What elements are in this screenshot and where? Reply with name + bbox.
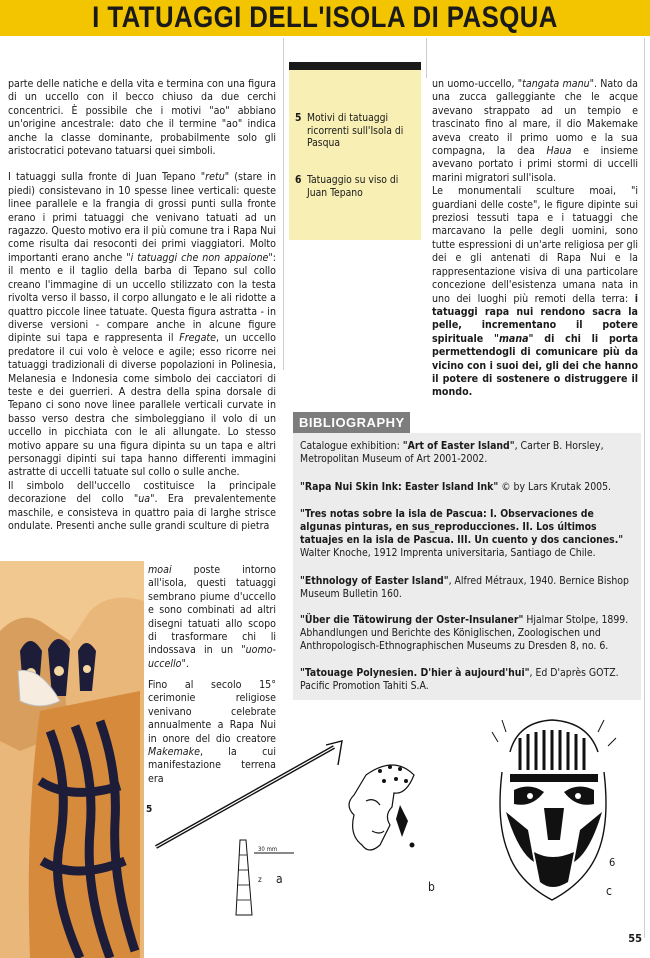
caption-box xyxy=(289,62,421,240)
article-column-1 xyxy=(8,78,276,533)
page-number: 55 xyxy=(628,932,642,945)
scale-label: 30 mm xyxy=(258,846,278,853)
paragraph: parte delle natiche e della vita e termina con una figura di un uccello con il becco chiuso da due cerchi concentrici. È possibile che i motivi "ao" abbiano un'origine ancestrale: dato che il termine "ao" indica anche la classe dominante, probabilmente solo gli aristocratici potevano tatuarsi quei simboli. xyxy=(8,78,276,158)
page-title: I TATUAGGI DELL'ISOLA DI PASQUA xyxy=(92,1,558,34)
article-column-1-continued xyxy=(148,564,276,671)
bibliography-entry: "Tres notas sobre la isla de Pascua: I. Observaciones de algunas pinturas, en sus_reproducciones. II. Los últimos tatuajes en la isla de Pascua. III. Un cuento y dos canciones." Walter Knoche, 1912 Imprenta universitaria, Santiago de Chile. xyxy=(300,508,624,559)
paragraph: I tatuaggi sulla fronte di Juan Tepano "retu" (stare in piedi) consistevano in 10 spesse linee verticali: queste linee parallele e la frangia di grossi punti sulla fronte erano i primi tatuaggi che venivano tatuati ad un ragazzo. Questo motivo era il più comune tra i Rapa Nui come risulta dai resoconti dei primi viaggiatori. Molto importanti erano anche "i tatuaggi che non appaione": il mento e il taglio della barba di Tepano sul collo creano l'immagine di un uccello stilizzato con la testa rivolta verso il basso, il corpo allungato e le ali ridotte a quattro piccole linee tatuate. Questa figura astratta - in diverse versioni - compare anche in alcune figure dipinte sui tapa e rappresenta il Fregate, un uccello predatore il cui volo è veloce e agile; esso ricorre nei tatuaggi tradizionali di diverse popolazioni in Polinesia, Melanesia e Indonesia come simbolo dei cacciatori di teste e dei guerrieri. A destra della spina dorsale di Tepano ci sono nove linee parallele verticali curvate in basso verso destra che simboleggiano il volo di un uccello in picchiata con le ali allungate. Lo stesso motivo appare su una figura dipinta su un tapa e altri personaggi dipinti sui tapa hanno differenti immagini astratte di uccelli tatuate sul collo o sulle anche. xyxy=(8,171,276,479)
bibliography-entry: "Ethnology of Easter Island", Alfred Métraux, 1940. Bernice Bishop Museum Bulletin 160. xyxy=(300,575,629,600)
figure-number: 5 xyxy=(146,804,153,815)
paragraph: moai poste intorno all'isola, questi tatuaggi sembrano piume d'uccello e sono combinati ad altri disegni tatuati allo scopo di trasformare chi li indossava in un "uomo-uccello". xyxy=(148,564,276,670)
article-column-3 xyxy=(432,78,638,400)
paragraph: un uomo-uccello, "tangata manu". Nato da una zucca galleggiante che le acque avevano strappato ad un tempio e trascinato fino al mare, il dio Makemake aveva creato il primo uomo e la sua compagna, la dea Haua e insieme avevano portato i primi stormi di uccelli marini migratori sull'isola. xyxy=(432,78,638,184)
figure-sublabel: z xyxy=(258,875,262,884)
figure-label-c: c xyxy=(606,884,612,898)
page-edge-line xyxy=(644,38,645,938)
paragraph: Il simbolo dell'uccello costituisce la principale decorazione del collo "ua". Era prevalentemente maschile, e consisteva in quattro paia di larghe strisce ondulate. Presenti anche sulle grandi sculture di pietra xyxy=(8,479,276,532)
column-divider xyxy=(426,38,427,78)
bibliography-entry: Catalogue exhibition: "Art of Easter Island", Carter B. Horsley, Metropolitan Museum of Art 2001-2002. xyxy=(300,440,604,465)
figure-label-b: b xyxy=(428,880,435,894)
bibliography-box xyxy=(293,433,641,700)
figure-number: 6 xyxy=(609,856,616,869)
paragraph: Le monumentali sculture moai, "i guardiani delle coste", le figure dipinte sui preziosi tessuti tapa e i tatuaggi che marcavano la pelle degli uomini, sono tutte espressioni di un'arte religiosa per gli dei e gli antenati di Rapa Nui e la rappresentazione visiva di una particolare concezione dell'esistenza umana nata in uno dei luoghi più remoti della terra: i tatuaggi rapa nui rendono sacra la pelle, incrementano il potere spirituale "mana" di chi li porta permettendogli di comunicare più da vicino con i suoi dei, gli dei che hanno il potere di sostenere o distruggere il mondo. xyxy=(432,185,639,399)
tattooed-body-photo xyxy=(0,561,144,958)
caption-item: 5 Motivi di tatuaggi ricorrenti sull'Isola di Pasqua xyxy=(295,112,404,150)
figure-label-a: a xyxy=(276,872,283,886)
caption-box-bar xyxy=(289,62,421,70)
bibliography-entry: "Tatouage Polynesien. D'hier à aujourd'hui", Ed D'après GOTZ. Pacific Promotion Tahiti S.A. xyxy=(300,667,619,692)
bibliography-heading: BIBLIOGRAPHY xyxy=(293,412,410,433)
bibliography-entry: "Über die Tätowirung der Oster-Insulaner" Hjalmar Stolpe, 1899. Abhandlungen und Berichte des Königlischen, Zoologischen und Anthropologisch-Ethnographischen Museums zu Dresden 8, no. 6. xyxy=(300,614,629,652)
tattoo-motif-drawings xyxy=(144,735,444,935)
juan-tepano-face-drawing xyxy=(488,712,620,912)
caption-item: 6 Tatuaggio su viso di Juan Tepano xyxy=(295,174,399,199)
paragraph: Fino al secolo 15° cerimonie religiose venivano celebrate annualmente a Rapa Nui in onore del dio creatore Makemake, la cui manifestazione terrena era xyxy=(148,679,276,785)
column-divider xyxy=(283,38,284,370)
bibliography-entry: "Rapa Nui Skin Ink: Easter Island Ink" © by Lars Krutak 2005. xyxy=(300,481,612,493)
